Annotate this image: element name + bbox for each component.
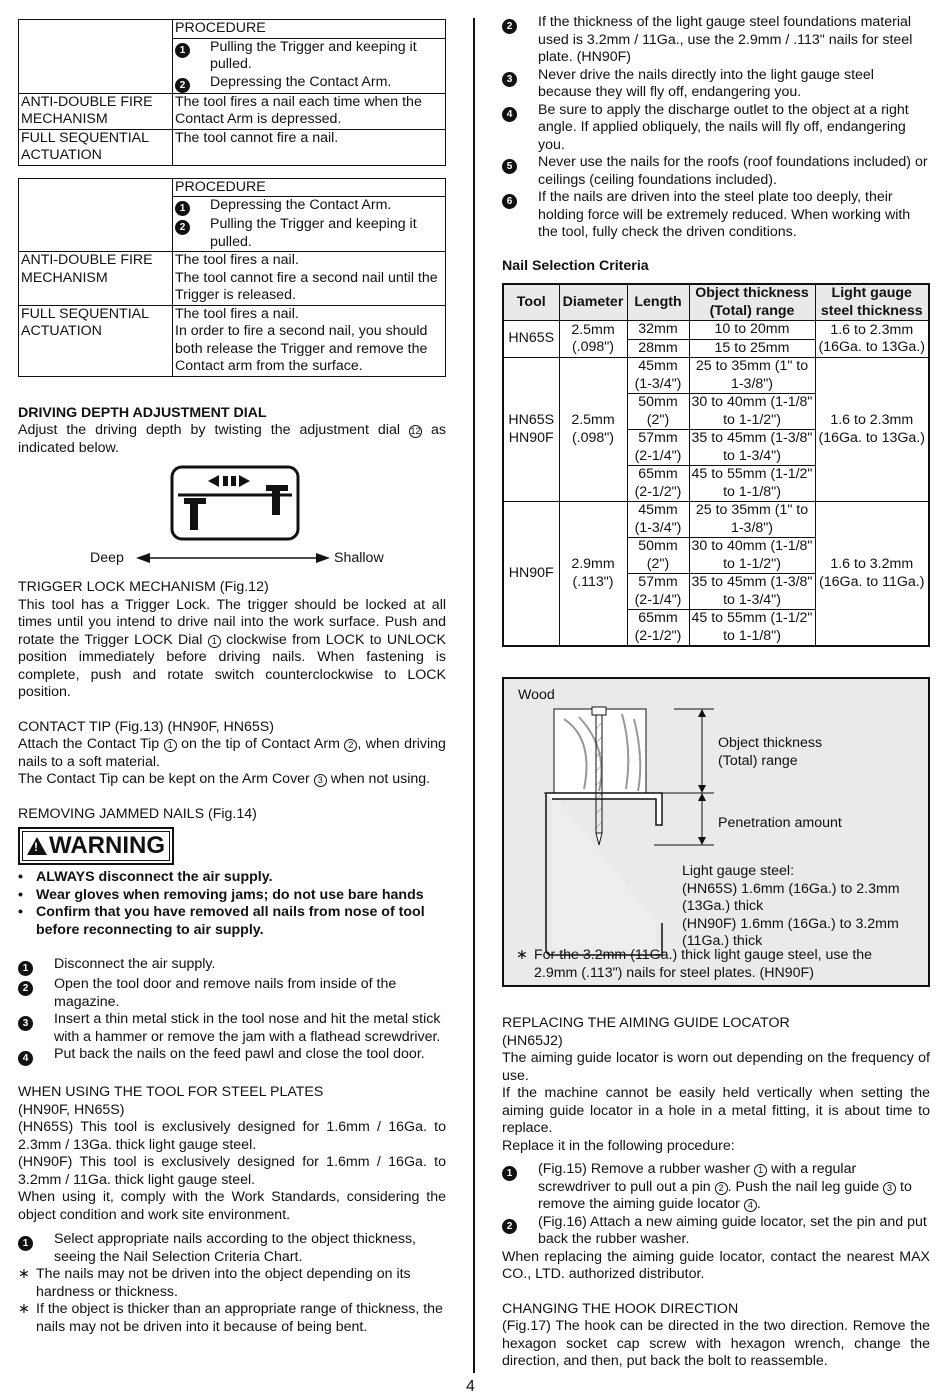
paragraph: The aiming guide locator is worn out depending on the frequency of use.	[502, 1050, 930, 1084]
procedure-header: PROCEDURE	[173, 20, 446, 39]
list-item: Open the tool door and remove nails from inside of the magazine.	[54, 976, 397, 1010]
step-number-icon: 1	[175, 201, 190, 216]
list-item: Insert a thin metal stick in the tool nose and hit the metal stick with a hammer or remove the jam with a flathead screwdriver.	[54, 1011, 441, 1045]
warning-bullet: ALWAYS disconnect the air supply.	[36, 869, 273, 885]
paragraph: When replacing the aiming guide locator, contact the nearest MAX CO., LTD. authorized distributor.	[502, 1248, 930, 1282]
list-item: (Fig.15) Remove a rubber washer 1 with a regular screwdriver to pull out a pin 2 . Push the nail leg guide 3 to remove the aiming guide locator 4 .	[538, 1161, 912, 1212]
ref-number: 3	[314, 774, 327, 787]
step-number-icon: 5	[502, 159, 517, 174]
ref-number: 12	[410, 426, 421, 436]
ref-number: 1	[164, 739, 177, 752]
table-row: 50mm (2") 30 to 40mm (1-1/8" to 1-1/2")	[503, 394, 929, 430]
paragraph: Adjust the driving depth by twisting the adjustment dial 12 as indicated below.	[18, 422, 446, 456]
left-column: PROCEDURE 1 Pulling the Trigger and keeping it pulled. 2 Depressing the Contact Arm. ANTI-DOUBLE FIRE MECHANISM The tool fires a nail each time when the Contact Arm is depressed. FULL SEQUENTIAL ACTUATION The tool cannot fire a nail. PROCEDURE 1 Depressing the Contact Arm. 2 Pulling the Trigger and keeping it pulled. ANTI-DOUBLE FIRE MECHANISM The tool fires a nail. The tool cannot fire a second nail until the Trigger is released. FULL SEQUENTIAL ACTUATION The tool fires a nail. In order to fire a second nail, you should both release the Trigger and remove the Contact arm from the surface. DRIVING DEPTH ADJUSTMENT DIAL Adjust the driving depth by twisting the adjustment dial 12 as indicated below. Deep Shallow TRIGGER LOCK MECHANISM (Fig.12) This tool has a Trigger Lock. The trigger should be locked at all times until you intend to drive nail into the work surface. Push and rotate the Trigger LOCK Dial 1 clockwise from LOCK to UNLOCK position immediately before driving nails. When fastening is complete, push and rotate switch counterclockwise to LOCK position. CONTACT TIP (Fig.13) (HN90F, HN65S) Attach the Contact Tip 1 on the tip of Contact Arm 2 , when driving nails to a soft material. The Contact Tip can be kept on the Arm Cover 3 when not using. REMOVING JAMMED NAILS (Fig.14) ! WARNING • ALWAYS disconnect the air supply. • Wear gloves when removing jams; do not use bare hands • Confirm that you have removed all nails from nose of tool before reconnecting to air supply. 1 Disconnect the air supply. 2 Open the tool door and remove nails from inside of the magazine. 3 Insert a thin metal stick in the tool nose and hit the metal stick with a hammer or remove the jam with a flathead screwdriver. 4 Put back the nails on the feed pawl and close the tool door. WHEN USING THE TOOL FOR STEEL PLATES (HN90F, HN65S) (HN65S) This tool is exclusively designed for 1.6mm / 16Ga. to 2.3mm / 13Ga. thick light gauge steel. (HN90F) This tool is exclusively designed for 1.6mm / 16Ga. to 3.2mm / 11Ga. thick light gauge steel. When using it, comply with the Work Standards, considering the object condition and work site environment. 1 Select appropriate nails according to the object thickness, seeing the Nail Selection Criteria Chart. ∗ The nails may not be driven into the object depending on its hardness or thickness. ∗ If the object is thicker than an appropriate range of thickness, the nails may not be driven into it because of being bent.	[18, 20, 446, 1335]
list-item: (Fig.16) Attach a new aiming guide locator, set the pin and put back the rubber washer.	[538, 1213, 927, 1247]
section-heading: Nail Selection Criteria	[502, 257, 649, 274]
step-number-icon: 2	[175, 220, 190, 235]
warning-bullet: Wear gloves when removing jams; do not use bare hands	[36, 886, 424, 903]
row-text: The tool fires a nail.	[175, 252, 299, 268]
procedure-step: Depressing the Contact Arm.	[210, 73, 392, 90]
row-label: ANTI-DOUBLE FIRE MECHANISM	[19, 93, 173, 129]
row-label: FULL SEQUENTIAL ACTUATION	[19, 305, 173, 376]
deep-label: Deep	[90, 550, 124, 566]
table-row: 57mm (2-1/4") 35 to 45mm (1-3/8" to 1-3/4")	[503, 430, 929, 466]
warning-bullet: Confirm that you have removed all nails from nose of tool before reconnecting to air supply.	[36, 904, 425, 938]
step-number-icon: 1	[175, 43, 190, 58]
section-heading: WHEN USING THE TOOL FOR STEEL PLATES	[18, 1084, 324, 1100]
warning-box	[18, 827, 174, 865]
step-number-icon: 1	[18, 1236, 33, 1251]
ref-number: 1	[208, 635, 221, 648]
section-heading: REMOVING JAMMED NAILS (Fig.14)	[18, 805, 257, 822]
row-text: In order to fire a second nail, you should both release the Trigger and remove the Contact arm from the surface.	[175, 323, 428, 374]
penetration-figure	[502, 677, 930, 987]
table-row: 57mm (2-1/4") 35 to 45mm (1-3/8" to 1-3/4")	[503, 574, 929, 610]
section-subheading: (HN65J2)	[502, 1032, 563, 1049]
table-row: HN90F 2.9mm (.113") 45mm (1-3/4") 25 to 35mm (1" to 1-3/8") 1.6 to 3.2mm (16Ga. to 11Ga.)	[503, 502, 929, 538]
section-heading: CHANGING THE HOOK DIRECTION	[502, 1300, 739, 1317]
paragraph: (HN65S) This tool is exclusively designed for 1.6mm / 16Ga. to 2.3mm / 13Ga. thick light gauge steel.	[18, 1119, 446, 1153]
ref-number: 1	[754, 1164, 767, 1177]
ref-number: 4	[744, 1199, 757, 1212]
row-label: ANTI-DOUBLE FIRE MECHANISM	[19, 252, 173, 306]
list-item: Select appropriate nails according to the object thickness, seeing the Nail Selection Criteria Chart.	[54, 1231, 416, 1265]
note-item: The nails may not be driven into the object depending on its hardness or thickness.	[36, 1266, 411, 1300]
steel-spec: Light gauge steel: (HN65S) 1.6mm (16Ga.) to 2.3mm (13Ga.) thick (HN90F) 1.6mm (16Ga.) to 3.2mm (11Ga.) thick	[682, 863, 900, 949]
section-heading: CONTACT TIP (Fig.13) (HN90F, HN65S)	[18, 718, 274, 735]
step-number-icon: 2	[175, 78, 190, 93]
ref-number: 3	[883, 1182, 896, 1195]
note-item: If the object is thicker than an appropriate range of thickness, the nails may not be driven into it because of being bent.	[36, 1301, 443, 1335]
paragraph: The Contact Tip can be kept on the Arm Cover 3 when not using.	[18, 771, 431, 787]
table-header-row: Tool Diameter Length Object thickness (Total) range Light gauge steel thickness	[503, 284, 929, 321]
list-item: Disconnect the air supply.	[54, 956, 216, 972]
step-number-icon: 3	[502, 72, 517, 87]
table-row: 65mm (2-1/2") 45 to 55mm (1-1/2" to 1-1/8")	[503, 610, 929, 647]
section-heading: DRIVING DEPTH ADJUSTMENT DIAL	[18, 404, 267, 421]
penetration-label: Penetration amount	[718, 815, 842, 831]
procedure-table-2	[18, 178, 446, 377]
step-number-icon: 4	[502, 107, 517, 122]
procedure-step: Depressing the Contact Arm.	[210, 197, 392, 213]
list-item: Never use the nails for the roofs (roof foundations included) or ceilings (ceiling foundations included).	[538, 154, 928, 188]
list-item: Never drive the nails directly into the light gauge steel because they will fly off, endangering you.	[538, 66, 874, 100]
row-text: The tool fires a nail.	[175, 305, 299, 322]
ref-number: 2	[715, 1182, 728, 1195]
figure-note: ∗ For the 3.2mm (11Ga.) thick light gauge steel, use the 2.9mm (.113") nails for steel plates. (HN90F)	[516, 947, 873, 981]
depth-dial-figure	[18, 457, 446, 577]
paragraph: If the machine cannot be easily held vertically when setting the aiming guide locator in a hole in a metal fitting, it is about time to replace.	[502, 1085, 930, 1136]
table-row: HN65S 2.5mm (.098") 32mm 10 to 20mm 1.6 to 2.3mm (16Ga. to 13Ga.)	[503, 321, 929, 340]
section-heading: REPLACING THE AIMING GUIDE LOCATOR	[502, 1015, 790, 1031]
step-number-icon: 2	[502, 1219, 517, 1234]
nail-selection-table	[502, 283, 930, 647]
row-label: FULL SEQUENTIAL ACTUATION	[19, 129, 173, 165]
page-number: 4	[466, 1378, 475, 1395]
procedure-step: Pulling the Trigger and keeping it pulled.	[210, 38, 417, 72]
step-number-icon: 4	[18, 1051, 33, 1066]
paragraph: This tool has a Trigger Lock. The trigger should be locked at all times until you intend to drive nail into the work surface. Push and rotate the Trigger LOCK Dial 1 clockwise from LOCK to UNLOCK position immediately before driving nails. When fastening is complete, push and rotate switch counterclockwise to LOCK position.	[18, 596, 446, 700]
table-row: 65mm (2-1/2") 45 to 55mm (1-1/2" to 1-1/8")	[503, 466, 929, 502]
section-heading: TRIGGER LOCK MECHANISM (Fig.12)	[18, 579, 269, 595]
procedure-header: PROCEDURE	[173, 178, 446, 197]
list-item: If the nails are driven into the steel plate too deeply, their holding force will be extremely reduced. When working with the tool, fully check the driven conditions.	[538, 189, 911, 240]
step-number-icon: 2	[18, 981, 33, 996]
step-number-icon: 3	[18, 1016, 33, 1031]
list-item: Put back the nails on the feed pawl and close the tool door.	[54, 1046, 425, 1062]
ref-number: 2	[344, 739, 357, 752]
table-row: HN65S HN90F 2.5mm (.098") 45mm (1-3/4") 25 to 35mm (1" to 1-3/8") 1.6 to 2.3mm (16Ga. to 13Ga.)	[503, 358, 929, 394]
paragraph: Attach the Contact Tip 1 on the tip of Contact Arm 2 , when driving nails to a soft material.	[18, 736, 446, 770]
table-row: 28mm 15 to 25mm	[503, 339, 929, 358]
paragraph: When using it, comply with the Work Standards, considering the object condition and work site environment.	[18, 1189, 446, 1223]
step-number-icon: 1	[18, 961, 33, 976]
list-item: Be sure to apply the discharge outlet to the object at a right angle. If applied obliquely, the nails will fly off, endangering you.	[538, 101, 909, 153]
row-text: The tool cannot fire a nail.	[173, 129, 446, 165]
step-number-icon: 2	[502, 19, 517, 34]
procedure-table-1	[18, 19, 446, 166]
step-number-icon: 6	[502, 194, 517, 209]
paragraph: (Fig.17) The hook can be directed in the two direction. Remove the hexagon socket cap screw with hexagon wrench, change the direction, and then, put back the bolt to reassemble.	[502, 1318, 930, 1369]
step-number-icon: 1	[502, 1166, 517, 1181]
table-row: 50mm (2") 30 to 40mm (1-1/8" to 1-1/2")	[503, 538, 929, 574]
column-divider	[473, 18, 475, 1373]
shallow-label: Shallow	[334, 550, 384, 566]
procedure-step: Pulling the Trigger and keeping it pulled.	[210, 216, 417, 250]
section-subheading: (HN90F, HN65S)	[18, 1101, 125, 1118]
object-thickness-label: Object thickness (Total) range	[718, 735, 823, 769]
warning-icon: !	[27, 837, 47, 855]
warning-label: WARNING	[49, 832, 165, 859]
row-text: The tool cannot fire a second nail until the Trigger is released.	[175, 269, 438, 303]
wood-label: Wood	[518, 687, 555, 703]
list-item: If the thickness of the light gauge steel foundations material used is 3.2mm / 11Ga., use the 2.9mm / .113" nails for steel plate. (HN90F)	[538, 14, 913, 65]
paragraph: (HN90F) This tool is exclusively designed for 1.6mm / 16Ga. to 3.2mm / 11Ga. thick light gauge steel.	[18, 1154, 446, 1188]
row-text: The tool fires a nail each time when the Contact Arm is depressed.	[173, 93, 446, 129]
right-column	[502, 14, 930, 1371]
paragraph: Replace it in the following procedure:	[502, 1137, 735, 1154]
